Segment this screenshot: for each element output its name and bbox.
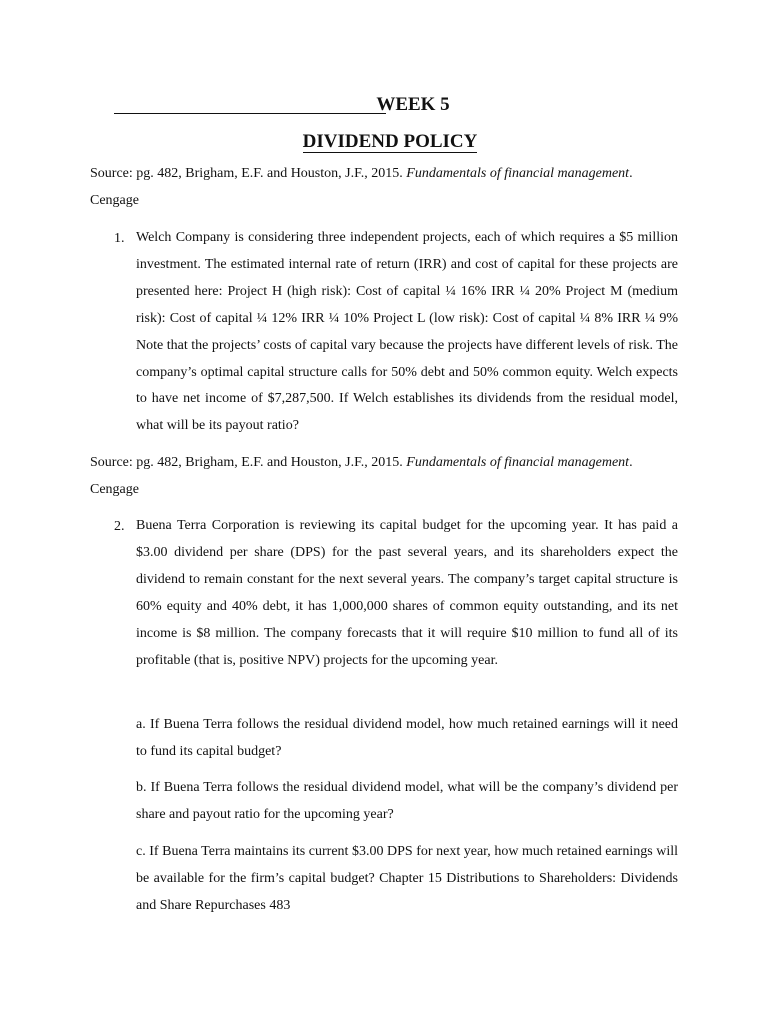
question-number: 2.	[114, 519, 125, 534]
question-part-c: c. If Buena Terra maintains its current $3.00 DPS for next year, how much retained earnings will be available for the firm’s capital budget? Chapter 15 Distributions to Shareholders: Dividends and Share Repurchases 483	[136, 844, 678, 913]
source-citation	[90, 449, 690, 503]
publisher: Cengage	[90, 482, 139, 497]
citation-text: Source: pg. 482, Brigham, E.F. and Houston, J.F., 2015.	[90, 455, 403, 470]
question-text: Welch Company is considering three independent projects, each of which requires a $5 million investment. The estimated internal rate of return (IRR) and cost of capital for these projects are presented here: Project H (high risk): Cost of capital ¼ 16% IRR ¼ 20% Project M (medium risk): Cost of capital ¼ 12% IRR ¼ 10% Project L (low risk): Cost of capital ¼ 8% IRR ¼ 9% Note that the projects’ costs of capital vary because the projects have different levels of risk. The company’s optimal capital structure calls for 50% debt and 50% common equity. Welch expects to have net income of $7,287,500. If Welch establishes its dividends from the residual model, what will be its payout ratio?	[136, 230, 678, 434]
source-citation	[90, 160, 690, 214]
citation-text: Source: pg. 482, Brigham, E.F. and Houston, J.F., 2015.	[90, 166, 403, 181]
publisher: Cengage	[90, 193, 139, 208]
question-part-b: b. If Buena Terra follows the residual dividend model, what will be the company’s dividend per share and payout ratio for the upcoming year?	[136, 780, 678, 822]
title-text: DIVIDEND POLICY	[302, 131, 478, 152]
citation-suffix: .	[629, 166, 633, 181]
book-title: Fundamentals of financial management	[406, 166, 630, 181]
question-part-a: a. If Buena Terra follows the residual dividend model, how much retained earnings will it need to fund its capital budget?	[136, 717, 678, 759]
question-number: 1.	[114, 231, 125, 246]
page-title	[0, 131, 768, 153]
week-heading: WEEK 5	[376, 94, 450, 115]
citation-suffix: .	[629, 455, 633, 470]
question-text: Buena Terra Corporation is reviewing its capital budget for the upcoming year. It has paid a $3.00 dividend per share (DPS) for the past several years, and its shareholders expect the dividend to remain constant for the next several years. The company’s target capital structure is 60% equity and 40% debt, it has 1,000,000 shares of common equity outstanding, and its net income is $8 million. The company forecasts that it will require $10 million to fund all of its profitable (that is, positive NPV) projects for the upcoming year.	[136, 518, 678, 668]
book-title: Fundamentals of financial management	[406, 455, 630, 470]
